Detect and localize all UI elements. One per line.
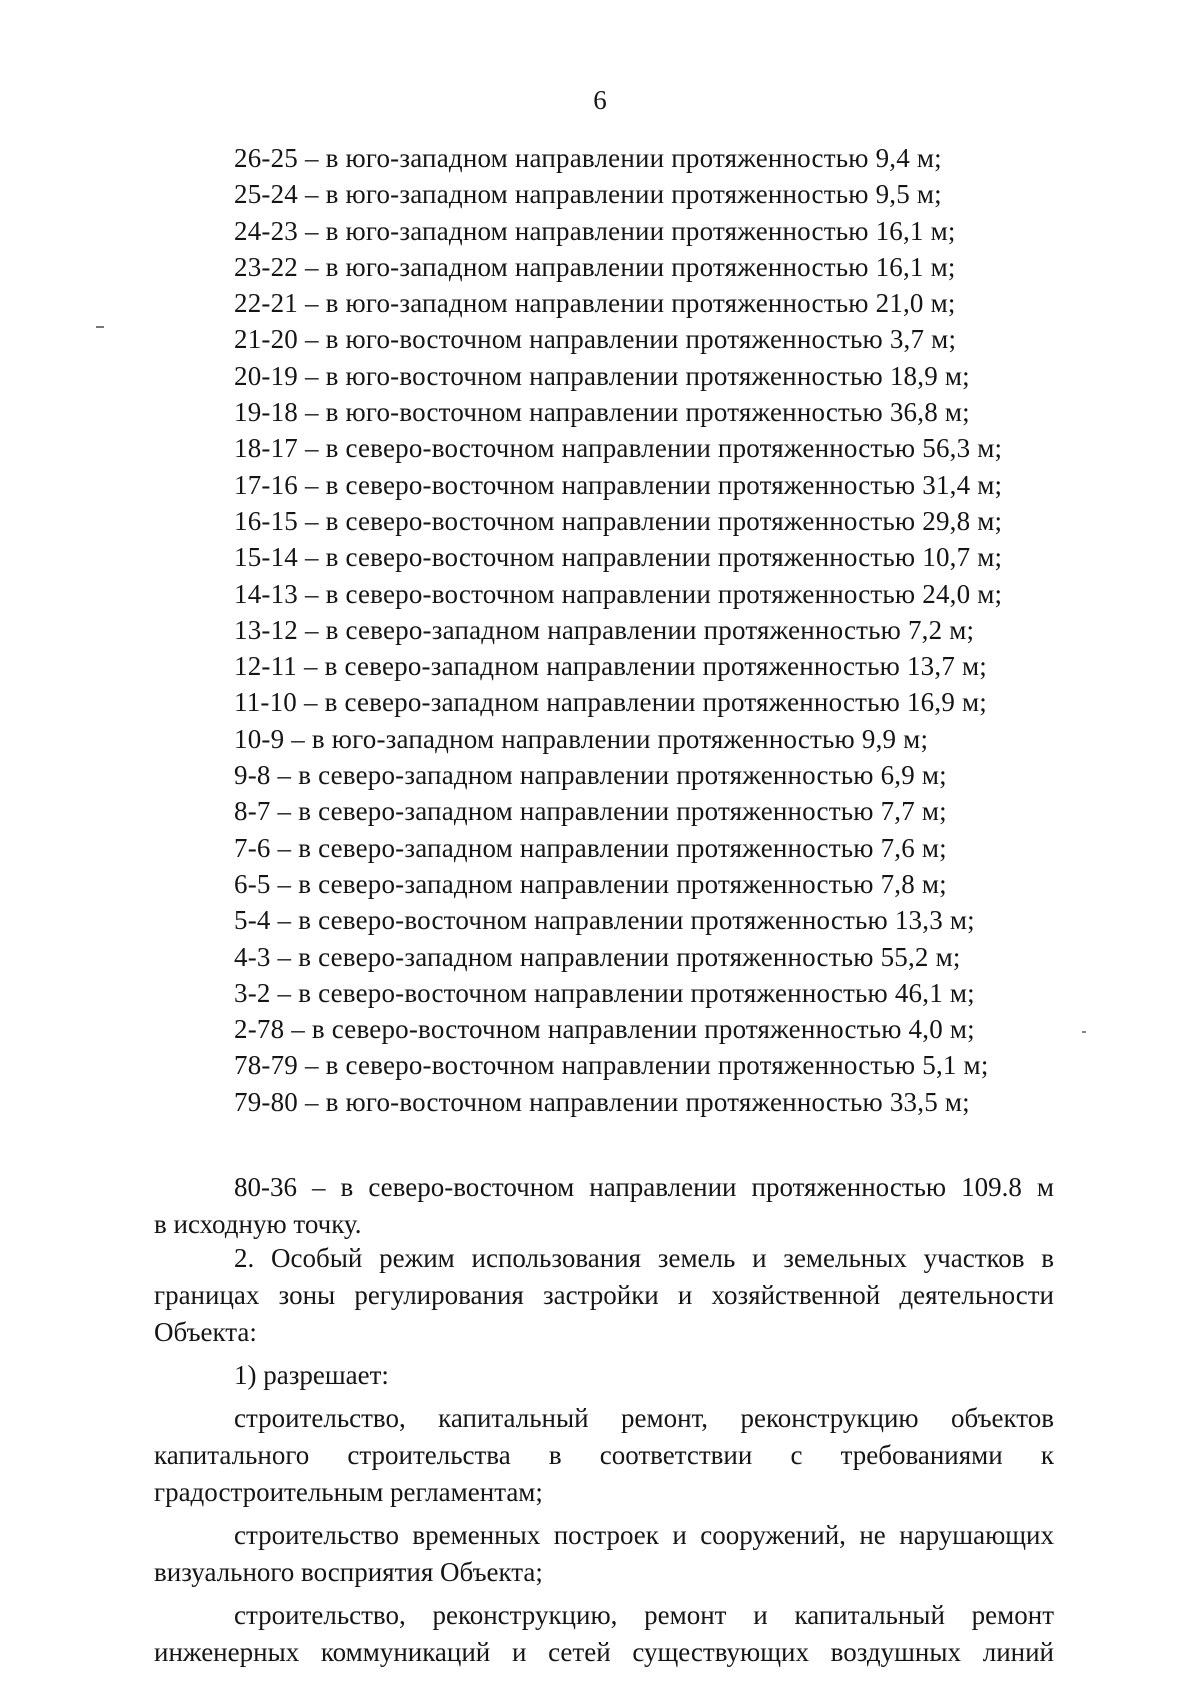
boundary-segment-list (234, 140, 1054, 1120)
section-heading: 2. Особый режим использования земель и земельных участков в границах зоны регулирования застройки и хозяйственной деятельности Объекта: (154, 1243, 1054, 1347)
segment-line: 79-80 – в юго-восточном направлении протяженностью 33,5 м; (234, 1086, 970, 1117)
segment-line: 22-21 – в юго-западном направлении протяженностью 21,0 м; (234, 288, 956, 319)
segment-line: 25-24 – в юго-западном направлении протяженностью 9,5 м; (234, 179, 942, 210)
segment-line: 15-14 – в северо-восточном направлении протяженностью 10,7 м; (234, 542, 1003, 573)
segment-line: 16-15 – в северо-восточном направлении протяженностью 29,8 м; (234, 505, 1003, 536)
segment-line: 24-23 – в юго-западном направлении протяженностью 16,1 м; (234, 215, 956, 246)
segment-line: 78-79 – в северо-восточном направлении протяженностью 5,1 м; (234, 1050, 989, 1081)
segment-line: 10-9 – в юго-западном направлении протяженностью 9,9 м; (234, 723, 929, 754)
scan-mark (1082, 1031, 1086, 1033)
page-number: 6 (593, 85, 607, 115)
segment-line: 6-5 – в северо-западном направлении протяженностью 7,8 м; (234, 868, 947, 899)
list-item-label: 1) разрешает: (234, 1360, 389, 1390)
segment-line: 5-4 – в северо-восточном направлении протяженностью 13,3 м; (234, 905, 975, 936)
segment-line: 4-3 – в северо-западном направлении протяженностью 55,2 м; (234, 941, 961, 972)
segment-line: 7-6 – в северо-западном направлении протяженностью 7,6 м; (234, 832, 947, 863)
section-2 (154, 1240, 1054, 1677)
segment-line: 3-2 – в северо-восточном направлении протяженностью 46,1 м; (234, 977, 975, 1008)
final-segment-continuation: в исходную точку. (154, 1209, 362, 1239)
segment-line: 13-12 – в северо-западном направлении протяженностью 7,2 м; (234, 614, 975, 645)
segment-line: 18-17 – в северо-восточном направлении протяженностью 56,3 м; (234, 433, 1003, 464)
segment-line: 11-10 – в северо-западном направлении протяженностью 16,9 м; (234, 687, 987, 718)
paragraph: строительство, капитальный ремонт, реконструкцию объектов капитального строительства в соответствии с требованиями к градостроительным регламентам; (154, 1403, 1054, 1507)
segment-line: 23-22 – в юго-западном направлении протяженностью 16,1 м; (234, 251, 956, 282)
segment-line: 8-7 – в северо-западном направлении протяженностью 7,7 м; (234, 796, 947, 827)
scan-mark (96, 326, 104, 328)
segment-line: 9-8 – в северо-западном направлении протяженностью 6,9 м; (234, 760, 947, 791)
final-segment (154, 1169, 1054, 1243)
segment-line: 12-11 – в северо-западном направлении протяженностью 13,7 м; (234, 651, 987, 682)
segment-line: 20-19 – в юго-восточном направлении протяженностью 18,9 м; (234, 360, 970, 391)
final-segment-line: 80-36 – в северо-восточном направлении протяженностью 109.8 м (234, 1172, 1054, 1202)
segment-line: 17-16 – в северо-восточном направлении протяженностью 31,4 м; (234, 469, 1003, 500)
segment-line: 2-78 – в северо-восточном направлении протяженностью 4,0 м; (234, 1014, 975, 1045)
paragraph: строительство, реконструкцию, ремонт и капитальный ремонт инженерных коммуникаций и сетей существующих воздушных линий (154, 1600, 1054, 1667)
segment-line: 26-25 – в юго-западном направлении протяженностью 9,4 м; (234, 143, 942, 173)
paragraph: строительство временных построек и сооружений, не нарушающих визуального восприятия Объекта; (154, 1520, 1054, 1587)
segment-line: 14-13 – в северо-восточном направлении протяженностью 24,0 м; (234, 578, 1003, 609)
segment-line: 21-20 – в юго-восточном направлении протяженностью 3,7 м; (234, 324, 957, 355)
segment-line: 19-18 – в юго-восточном направлении протяженностью 36,8 м; (234, 397, 970, 428)
